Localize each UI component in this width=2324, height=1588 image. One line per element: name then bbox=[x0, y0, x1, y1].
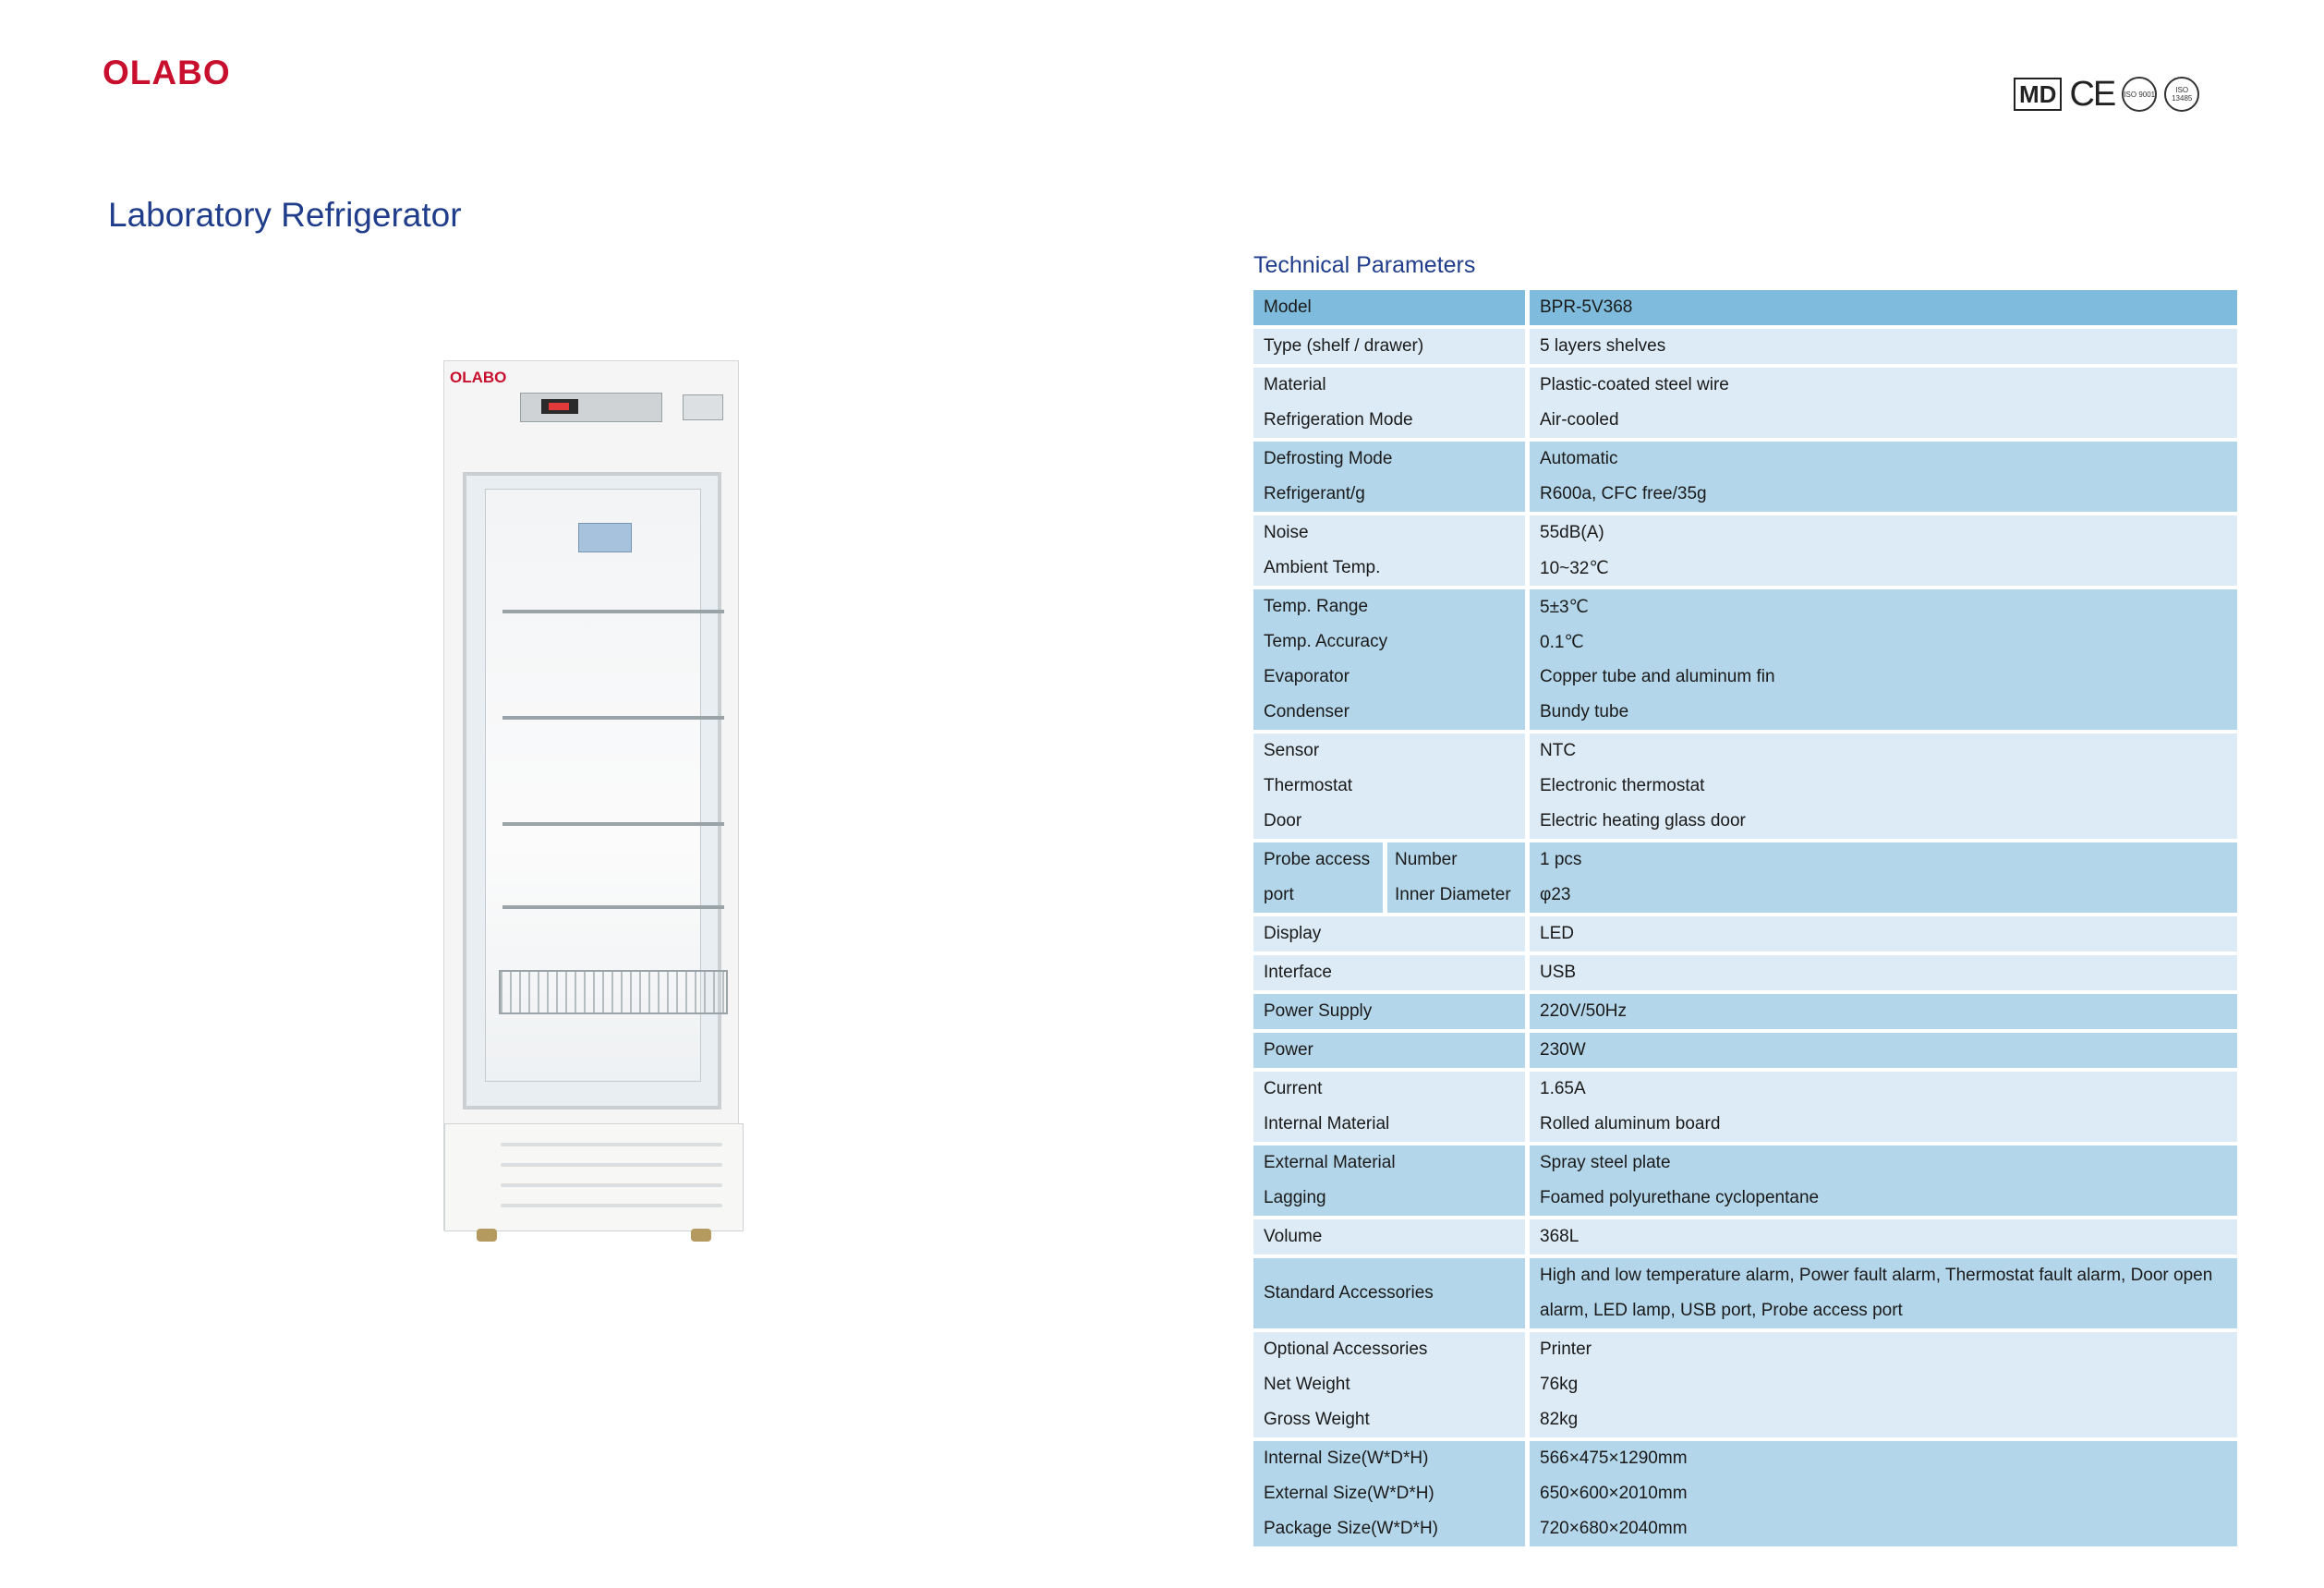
param-value: Plastic-coated steel wire bbox=[1530, 364, 2237, 403]
table-row bbox=[1253, 438, 2237, 477]
param-value: 76kg bbox=[1530, 1367, 2237, 1402]
param-label: Current bbox=[1253, 1068, 1530, 1107]
param-label: Probe access bbox=[1253, 839, 1383, 878]
param-value: 55dB(A) bbox=[1530, 512, 2237, 551]
iso-9001-seal: ISO 9001 bbox=[2122, 77, 2157, 112]
param-label: Material bbox=[1253, 364, 1530, 403]
table-row bbox=[1253, 1367, 2237, 1402]
param-value: Electronic thermostat bbox=[1530, 769, 2237, 804]
table-row bbox=[1253, 878, 2237, 913]
param-value: 720×680×2040mm bbox=[1530, 1511, 2237, 1546]
param-value: 1 pcs bbox=[1530, 839, 2237, 878]
table-row bbox=[1253, 1476, 2237, 1511]
param-value: Automatic bbox=[1530, 438, 2237, 477]
table-row bbox=[1253, 1029, 2237, 1068]
shelf-graphic bbox=[502, 716, 724, 720]
param-value: LED bbox=[1530, 913, 2237, 952]
table-row bbox=[1253, 1142, 2237, 1181]
table-row bbox=[1253, 839, 2237, 878]
iso-13485-seal: ISO 13485 bbox=[2164, 77, 2199, 112]
shelf-graphic bbox=[502, 905, 724, 909]
param-label: Power Supply bbox=[1253, 990, 1530, 1029]
table-row bbox=[1253, 1107, 2237, 1142]
table-row bbox=[1253, 730, 2237, 769]
table-row bbox=[1253, 364, 2237, 403]
param-label: Refrigerant/g bbox=[1253, 477, 1530, 512]
glass-door-graphic bbox=[463, 472, 721, 1109]
param-label: port bbox=[1253, 878, 1383, 913]
table-row bbox=[1253, 695, 2237, 730]
param-label: Temp. Range bbox=[1253, 586, 1530, 624]
param-value: Printer bbox=[1530, 1328, 2237, 1367]
wheel-graphic bbox=[477, 1229, 497, 1242]
product-image bbox=[442, 360, 742, 1270]
param-value: High and low temperature alarm, Power fault alarm, Thermostat fault alarm, Door open alarm, LED lamp, USB port, Probe access port bbox=[1530, 1255, 2237, 1328]
param-sublabel: Number bbox=[1383, 839, 1530, 878]
param-label: Volume bbox=[1253, 1216, 1530, 1255]
certification-marks bbox=[2014, 76, 2199, 113]
param-label: Type (shelf / drawer) bbox=[1253, 325, 1530, 364]
param-label: Lagging bbox=[1253, 1181, 1530, 1216]
table-row bbox=[1253, 1216, 2237, 1255]
param-label: Internal Size(W*D*H) bbox=[1253, 1437, 1530, 1476]
wire-basket-graphic bbox=[499, 970, 728, 1014]
page-title: Laboratory Refrigerator bbox=[108, 196, 462, 234]
param-value: Spray steel plate bbox=[1530, 1142, 2237, 1181]
md-mark: MD bbox=[2014, 78, 2062, 111]
param-label: External Material bbox=[1253, 1142, 1530, 1181]
table-row bbox=[1253, 624, 2237, 660]
param-value: Bundy tube bbox=[1530, 695, 2237, 730]
param-value: USB bbox=[1530, 952, 2237, 990]
table-row bbox=[1253, 990, 2237, 1029]
param-label: Power bbox=[1253, 1029, 1530, 1068]
param-label: Defrosting Mode bbox=[1253, 438, 1530, 477]
fridge-base-graphic bbox=[444, 1123, 744, 1231]
fridge-brand-label: OLABO bbox=[450, 369, 507, 386]
technical-parameters-table bbox=[1253, 290, 2237, 1546]
param-value: 5 layers shelves bbox=[1530, 325, 2237, 364]
param-sublabel: Inner Diameter bbox=[1383, 878, 1530, 913]
param-value: BPR-5V368 bbox=[1530, 290, 2237, 325]
param-label: Standard Accessories bbox=[1253, 1255, 1530, 1328]
param-value: 10~32℃ bbox=[1530, 551, 2237, 586]
table-row bbox=[1253, 1437, 2237, 1476]
param-label: Model bbox=[1253, 290, 1530, 325]
param-label: Temp. Accuracy bbox=[1253, 624, 1530, 660]
wheel-graphic bbox=[691, 1229, 711, 1242]
param-label: Evaporator bbox=[1253, 660, 1530, 695]
param-value: 82kg bbox=[1530, 1402, 2237, 1437]
param-value: 566×475×1290mm bbox=[1530, 1437, 2237, 1476]
param-label: Net Weight bbox=[1253, 1367, 1530, 1402]
shelf-graphic bbox=[502, 822, 724, 826]
table-row bbox=[1253, 290, 2237, 325]
control-panel-graphic bbox=[520, 393, 662, 422]
table-row bbox=[1253, 551, 2237, 586]
section-title: Technical Parameters bbox=[1253, 252, 1476, 278]
param-label: Interface bbox=[1253, 952, 1530, 990]
fridge-cabinet bbox=[443, 360, 739, 1230]
ce-mark: CE bbox=[2069, 75, 2115, 114]
param-label: Internal Material bbox=[1253, 1107, 1530, 1142]
param-label: Thermostat bbox=[1253, 769, 1530, 804]
table-row bbox=[1253, 769, 2237, 804]
param-label: Display bbox=[1253, 913, 1530, 952]
param-value: 5±3℃ bbox=[1530, 586, 2237, 624]
table-row bbox=[1253, 1068, 2237, 1107]
param-label: Refrigeration Mode bbox=[1253, 403, 1530, 438]
param-label: Condenser bbox=[1253, 695, 1530, 730]
table-row bbox=[1253, 804, 2237, 839]
table-row bbox=[1253, 913, 2237, 952]
fan-graphic bbox=[578, 523, 632, 552]
param-value: 368L bbox=[1530, 1216, 2237, 1255]
param-value: NTC bbox=[1530, 730, 2237, 769]
param-value: Rolled aluminum board bbox=[1530, 1107, 2237, 1142]
param-label: Optional Accessories bbox=[1253, 1328, 1530, 1367]
param-value: Air-cooled bbox=[1530, 403, 2237, 438]
param-value: Foamed polyurethane cyclopentane bbox=[1530, 1181, 2237, 1216]
table-row bbox=[1253, 1402, 2237, 1437]
param-value: 650×600×2010mm bbox=[1530, 1476, 2237, 1511]
table-row bbox=[1253, 586, 2237, 624]
table-row bbox=[1253, 512, 2237, 551]
param-label: External Size(W*D*H) bbox=[1253, 1476, 1530, 1511]
param-value: Electric heating glass door bbox=[1530, 804, 2237, 839]
param-value: Copper tube and aluminum fin bbox=[1530, 660, 2237, 695]
brand-logo: OLABO bbox=[103, 54, 231, 91]
param-label: Door bbox=[1253, 804, 1530, 839]
param-value: 0.1℃ bbox=[1530, 624, 2237, 660]
spec-label-graphic bbox=[683, 394, 723, 420]
param-value: R600a, CFC free/35g bbox=[1530, 477, 2237, 512]
param-value: 220V/50Hz bbox=[1530, 990, 2237, 1029]
table-row bbox=[1253, 660, 2237, 695]
param-label: Package Size(W*D*H) bbox=[1253, 1511, 1530, 1546]
param-label: Ambient Temp. bbox=[1253, 551, 1530, 586]
table-row bbox=[1253, 1328, 2237, 1367]
param-label: Sensor bbox=[1253, 730, 1530, 769]
table-row bbox=[1253, 477, 2237, 512]
table-row bbox=[1253, 952, 2237, 990]
table-row bbox=[1253, 1181, 2237, 1216]
param-value: 1.65A bbox=[1530, 1068, 2237, 1107]
param-value: 230W bbox=[1530, 1029, 2237, 1068]
param-label: Gross Weight bbox=[1253, 1402, 1530, 1437]
table-row bbox=[1253, 403, 2237, 438]
table-row bbox=[1253, 1255, 2237, 1328]
shelf-graphic bbox=[502, 610, 724, 613]
param-value: φ23 bbox=[1530, 878, 2237, 913]
param-label: Noise bbox=[1253, 512, 1530, 551]
table-row bbox=[1253, 1511, 2237, 1546]
table-row bbox=[1253, 325, 2237, 364]
